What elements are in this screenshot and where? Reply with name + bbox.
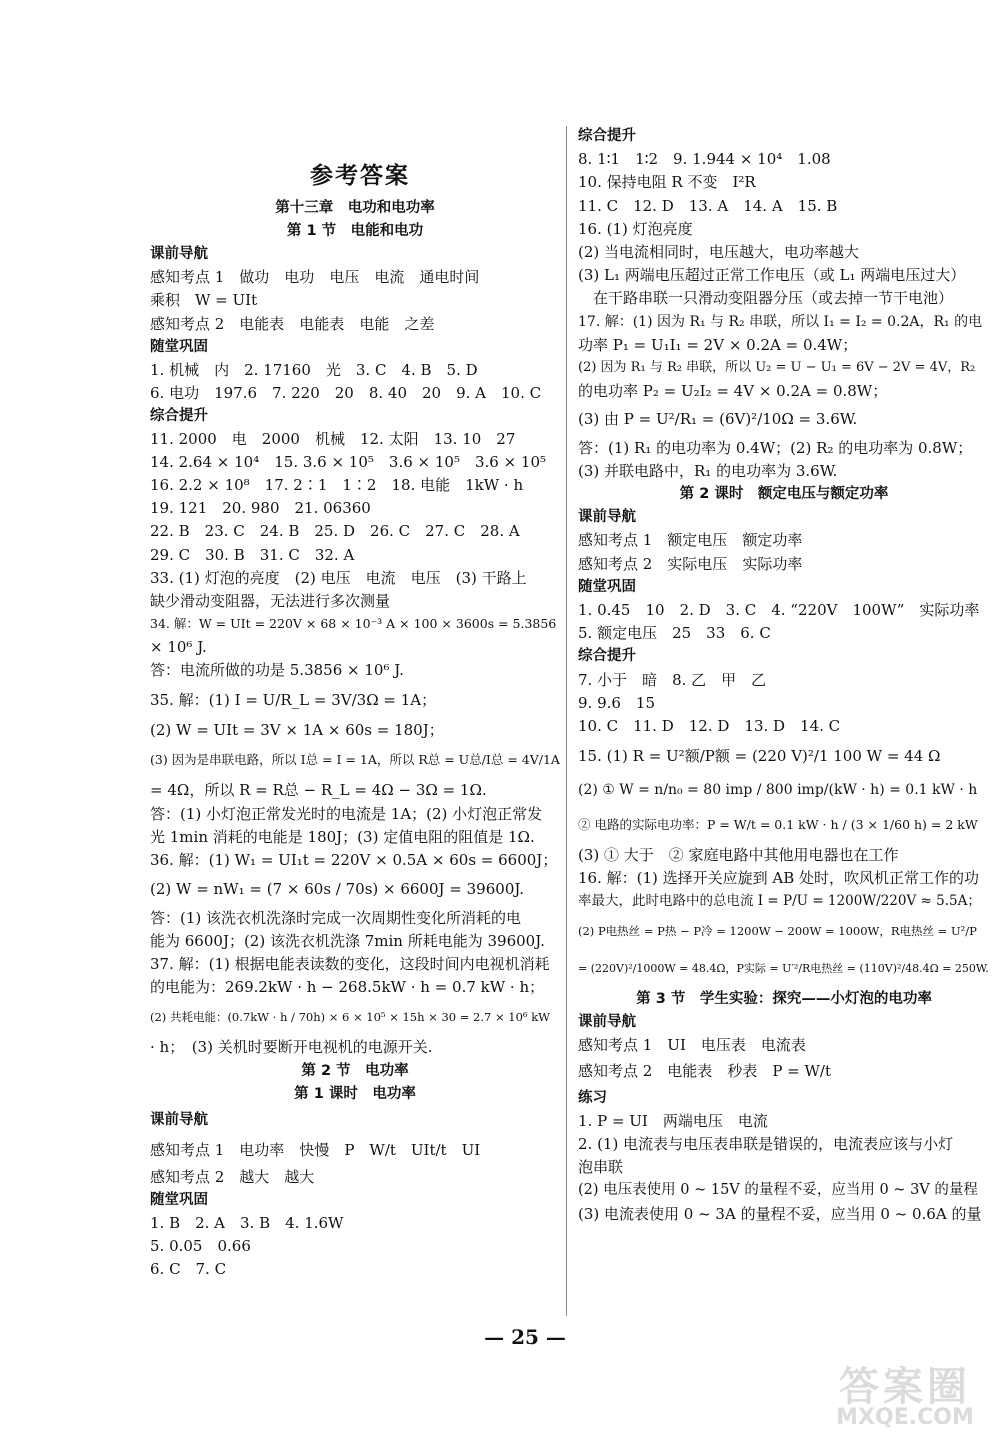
answer-line: 15. (1) R = U²额/P额 = (220 V)²/1 100 W = 44 Ω <box>578 747 941 765</box>
answer-line: 缺少滑动变阻器，无法进行多次测量 <box>150 592 391 610</box>
answer-line: 17. 解：(1) 因为 R₁ 与 R₂ 串联，所以 I₁ = I₂ = 0.2A，R₁ 的电 <box>578 314 983 330</box>
answer-line: (3) 并联电路中，R₁ 的电功率为 3.6W. <box>578 462 838 480</box>
answer-line: 1. 机械 内 2. 17160 光 3. C 4. B 5. D <box>150 361 478 379</box>
answer-line: 的电功率 P₂ = U₂I₂ = 4V × 0.2A = 0.8W； <box>578 382 888 400</box>
answer-line: 29. C 30. B 31. C 32. A <box>150 546 355 564</box>
answer-line: 感知考点 1 额定电压 额定功率 <box>578 531 803 549</box>
answer-line: (3) ① 大于 ② 家庭电路中其他用电器也在工作 <box>578 846 899 864</box>
answer-line: 8. 1∶1 1∶2 9. 1.944 × 10⁴ 1.08 <box>578 150 831 168</box>
section-heading: 第 3 节 学生实验：探究——小灯泡的电功率 <box>636 991 932 1007</box>
answer-line: (2) 当电流相同时，电压越大，电功率越大 <box>578 243 860 261</box>
section-heading: 综合提升 <box>578 648 636 664</box>
section-heading: 练习 <box>578 1090 607 1106</box>
answer-line: (2) 共耗电能：(0.7kW · h / 70h) × 6 × 10⁵ × 15h × 30 = 2.7 × 10⁶ kW <box>150 1010 550 1024</box>
watermark-logo: 答案圈 <box>839 1364 971 1410</box>
answer-line: 泡串联 <box>578 1158 624 1176</box>
answer-line: 1. P = UI 两端电压 电流 <box>578 1112 768 1130</box>
answer-line: 6. 电功 197.6 7. 220 20 8. 40 20 9. A 10. C <box>150 384 542 402</box>
answer-line: 功率 P₁ = U₁I₁ = 2V × 0.2A = 0.4W； <box>578 336 858 354</box>
answer-line: 感知考点 2 电能表 电能表 电能 之差 <box>150 315 435 333</box>
answer-line: 1. B 2. A 3. B 4. 1.6W <box>150 1214 344 1232</box>
answer-line: 答：(1) 小灯泡正常发光时的电流是 1A；(2) 小灯泡正常发 <box>150 805 543 823</box>
lesson-heading: 第 2 课时 额定电压与额定功率 <box>679 486 889 502</box>
answer-line: 7. 小于 暗 8. 乙 甲 乙 <box>578 671 767 689</box>
section-heading: 随堂巩固 <box>578 579 636 595</box>
chapter-heading: 第十三章 电功和电功率 <box>275 200 435 216</box>
answer-line: (3) 因为是串联电路，所以 I总 = I = 1A，所以 R总 = U总/I总 = 4V/1A <box>150 752 560 767</box>
section-heading: 随堂巩固 <box>150 1192 208 1208</box>
section-heading: 综合提升 <box>578 128 636 144</box>
answer-line: (3) 由 P = U²/R₁ = (6V)²/10Ω = 3.6W. <box>578 410 858 428</box>
answer-line: 36. 解：(1) W₁ = UI₁t = 220V × 0.5A × 60s = 6600J； <box>150 851 558 869</box>
answer-line: 5. 额定电压 25 33 6. C <box>578 624 771 642</box>
page-title: 参考答案 <box>310 163 410 189</box>
answer-line: 19. 121 20. 980 21. 06360 <box>150 499 371 517</box>
answer-line: 35. 解：(1) I = U/R_L = 3V/3Ω = 1A； <box>150 691 437 709</box>
answer-line: 11. 2000 电 2000 机械 12. 太阳 13. 10 27 <box>150 430 516 448</box>
answer-line: 11. C 12. D 13. A 14. A 15. B <box>578 197 838 215</box>
answer-line: 10. 保持电阻 R 不变 I²R <box>578 173 756 191</box>
answer-line: 10. C 11. D 12. D 13. D 14. C <box>578 717 841 735</box>
answer-line: (2) 因为 R₁ 与 R₂ 串联，所以 U₂ = U − U₁ = 6V − 2V = 4V，R₂ <box>578 360 976 375</box>
section-heading: 综合提升 <box>150 408 208 424</box>
answer-line: 感知考点 1 UI 电压表 电流表 <box>578 1036 806 1054</box>
answer-line: (2) W = UIt = 3V × 1A × 60s = 180J； <box>150 721 444 739</box>
section-heading: 课前导航 <box>150 246 208 262</box>
answer-line: 感知考点 2 越大 越大 <box>150 1168 315 1186</box>
column-divider <box>566 126 567 1316</box>
section-heading: 第 2 节 电功率 <box>301 1063 409 1079</box>
answer-line: 14. 2.64 × 10⁴ 15. 3.6 × 10⁵ 3.6 × 10⁵ 3.6 × 10⁵ <box>150 453 547 471</box>
answer-line: = (220V)²/1000W = 48.4Ω，P实际 = U′²/R电热丝 = (110V)²/48.4Ω = 250W. <box>578 962 989 975</box>
section-heading: 课前导航 <box>150 1112 208 1128</box>
answer-line: (2) 电压表使用 0 ~ 15V 的量程不妥，应当用 0 ~ 3V 的量程 <box>578 1182 978 1198</box>
answer-line: 乘积 W = UIt <box>150 291 258 309</box>
watermark <box>815 1355 995 1433</box>
answer-line: = 4Ω，所以 R = R总 − R_L = 4Ω − 3Ω = 1Ω. <box>150 781 487 799</box>
answer-line: × 10⁶ J. <box>150 638 207 656</box>
answer-line: 感知考点 2 实际电压 实际功率 <box>578 555 803 573</box>
section-heading: 第 1 节 电能和电功 <box>286 223 424 239</box>
answer-line: 22. B 23. C 24. B 25. D 26. C 27. C 28. A <box>150 522 520 540</box>
answer-line: (3) L₁ 两端电压超过正常工作电压（或 L₁ 两端电压过大） <box>578 266 966 284</box>
answer-line: 37. 解：(1) 根据电能表读数的变化，这段时间内电视机消耗 <box>150 955 550 973</box>
answer-line: 答：(1) 该洗衣机洗涤时完成一次周期性变化所消耗的电 <box>150 909 522 927</box>
answer-line: 在干路串联一只滑动变阻器分压（或去掉一节干电池） <box>578 289 954 307</box>
answer-line: 34. 解：W = UIt = 220V × 68 × 10⁻³ A × 100 × 3600s = 5.3856 <box>150 616 557 631</box>
answer-line: 答：电流所做的功是 5.3856 × 10⁶ J. <box>150 661 404 679</box>
answer-line: 16. 解：(1) 选择开关应旋到 AB 处时，吹风机正常工作的功 <box>578 869 980 887</box>
lesson-heading: 第 1 课时 电功率 <box>294 1086 416 1102</box>
answer-line: (2) ① W = n/n₀ = 80 imp / 800 imp/(kW · h) = 0.1 kW · h <box>578 782 978 798</box>
section-heading: 课前导航 <box>578 509 636 525</box>
answer-line: 能为 6600J；(2) 该洗衣机洗涤 7min 所耗电能为 39600J. <box>150 932 545 950</box>
answer-line: 感知考点 2 电能表 秒表 P = W/t <box>578 1062 832 1080</box>
answer-line: 5. 0.05 0.66 <box>150 1237 251 1255</box>
page-number: — 25 — <box>484 1325 566 1349</box>
answer-line: 答：(1) R₁ 的电功率为 0.4W；(2) R₂ 的电功率为 0.8W； <box>578 439 973 457</box>
answer-line: 2. (1) 电流表与电压表串联是错误的，电流表应该与小灯 <box>578 1135 954 1153</box>
answer-line: (2) W = nW₁ = (7 × 60s / 70s) × 6600J = 39600J. <box>150 880 524 898</box>
answer-line: 光 1min 消耗的电能是 180J；(3) 定值电阻的阻值是 1Ω. <box>150 828 535 846</box>
answer-line: 感知考点 1 做功 电功 电压 电流 通电时间 <box>150 268 480 286</box>
watermark-url: MXQE.COM <box>836 1405 974 1430</box>
section-heading: 课前导航 <box>578 1014 636 1030</box>
answer-line: 1. 0.45 10 2. D 3. C 4. “220V 100W” 实际功率 <box>578 601 980 619</box>
answer-line: 33. (1) 灯泡的亮度 (2) 电压 电流 电压 (3) 干路上 <box>150 569 527 587</box>
answer-line: 16. (1) 灯泡亮度 <box>578 220 693 238</box>
answer-line: 16. 2.2 × 10⁸ 17. 2∶1 1∶2 18. 电能 1kW · h <box>150 476 524 494</box>
answer-line: 9. 9.6 15 <box>578 694 656 712</box>
answer-line: 率最大，此时电路中的总电流 I = P/U = 1200W/220V ≈ 5.5A； <box>578 893 981 909</box>
answer-line: · h； (3) 关机时要断开电视机的电源开关. <box>150 1038 433 1056</box>
answer-line: (2) P电热丝 = P热 − P冷 = 1200W − 200W = 1000W，R电热丝 = U²/P <box>578 924 977 938</box>
answer-line: 的电能为：269.2kW · h − 268.5kW · h = 0.7 kW · h； <box>150 978 545 996</box>
section-heading: 随堂巩固 <box>150 339 208 355</box>
answer-line: 6. C 7. C <box>150 1260 227 1278</box>
answer-line: (3) 电流表使用 0 ~ 3A 的量程不妥，应当用 0 ~ 0.6A 的量 <box>578 1205 982 1223</box>
answer-line: ② 电路的实际电功率：P = W/t = 0.1 kW · h / (3 × 1/60 h) = 2 kW <box>578 817 978 832</box>
answer-line: 感知考点 1 电功率 快慢 P W/t UIt/t UI <box>150 1141 481 1159</box>
